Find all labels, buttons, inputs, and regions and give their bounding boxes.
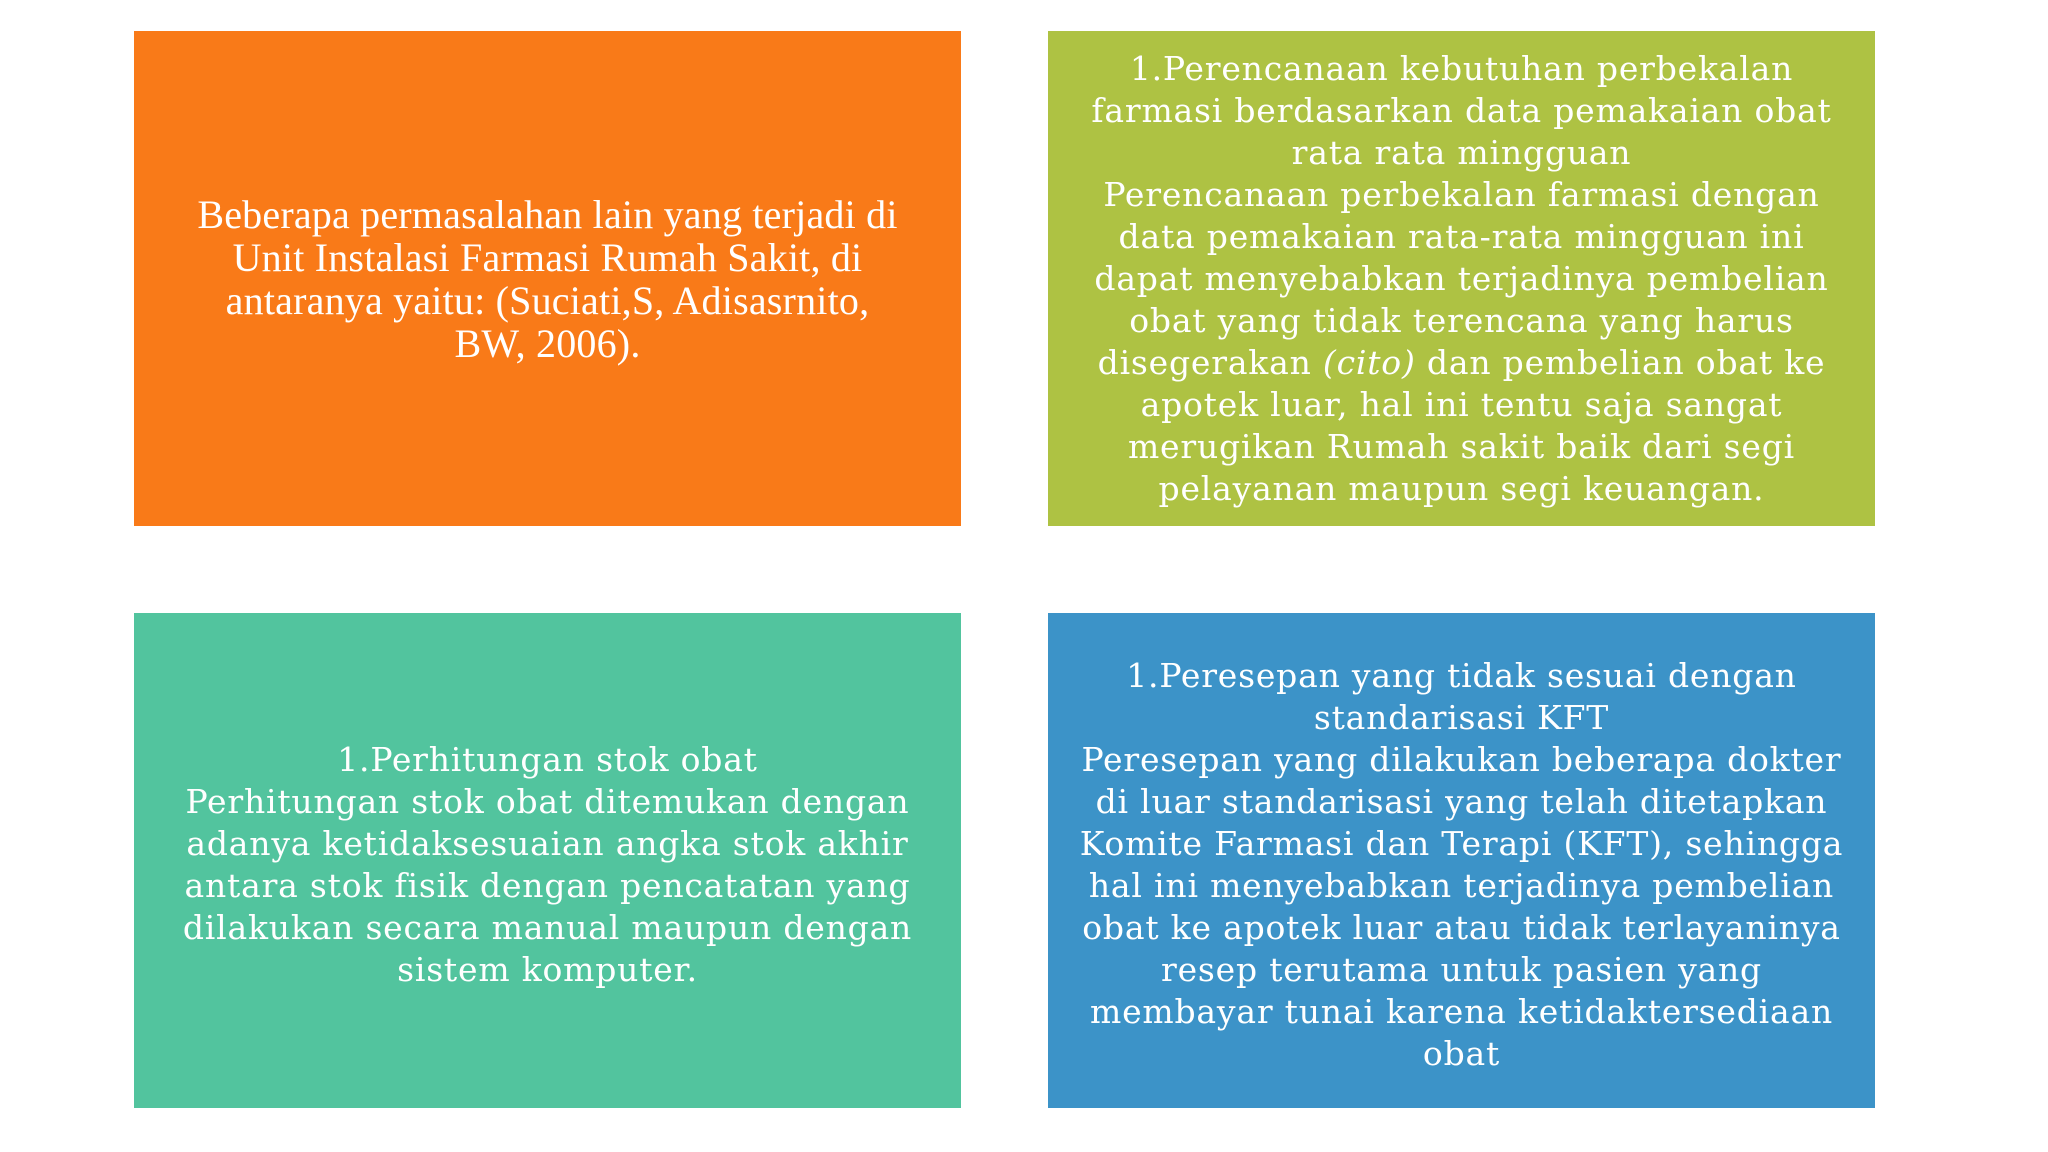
text-line: Perhitungan stok obat ditemukan dengan: [185, 781, 910, 821]
text-line: standarisasi KFT: [1313, 697, 1610, 737]
text-line: obat: [1422, 1033, 1501, 1073]
tile-intro: [134, 31, 961, 526]
cito-italic-text: (cito): [1322, 342, 1416, 382]
text-line: Peresepan yang dilakukan beberapa dokter: [1081, 739, 1842, 779]
text-line: 1.Perencanaan kebutuhan perbekalan: [1129, 48, 1794, 88]
text-line: antaranya yaitu: (Suciati,S, Adisasrnito,: [225, 277, 870, 323]
text-line: 1.Perhitungan stok obat: [337, 739, 758, 779]
text-line: obat ke apotek luar atau tidak terlayaninya: [1082, 907, 1841, 947]
text-line: hal ini menyebabkan terjadinya pembelian: [1088, 865, 1835, 905]
text-segment: disegerakan: [1097, 342, 1323, 382]
text-segment: dan pembelian obat ke: [1415, 342, 1826, 382]
tile-perhitungan-stok: [134, 613, 961, 1108]
text-line: Perencanaan perbekalan farmasi dengan: [1103, 174, 1820, 214]
text-line: obat yang tidak terencana yang harus: [1129, 300, 1794, 340]
tile-intro-text: [197, 193, 897, 365]
text-line: membayar tunai karena ketidaktersediaan: [1089, 991, 1834, 1031]
text-line: farmasi berdasarkan data pemakaian obat: [1091, 90, 1832, 130]
text-line: Komite Farmasi dan Terapi (KFT), sehingga: [1079, 823, 1844, 863]
text-line: dapat menyebabkan terjadinya pembelian: [1094, 258, 1829, 298]
text-line: dilakukan secara manual maupun dengan: [182, 907, 913, 947]
tile-perencanaan: [1048, 31, 1875, 526]
text-line: rata rata mingguan: [1291, 132, 1632, 172]
text-line: Unit Instalasi Farmasi Rumah Sakit, di: [232, 234, 863, 280]
text-line: Beberapa permasalahan lain yang terjadi di: [197, 191, 898, 237]
text-line: di luar standarisasi yang telah ditetapkan: [1095, 781, 1828, 821]
text-line: antara stok fisik dengan pencatatan yang: [184, 865, 911, 905]
text-line: resep terutama untuk pasien yang: [1161, 949, 1762, 989]
tile-peresepan: [1048, 613, 1875, 1108]
text-line: sistem komputer.: [397, 949, 698, 989]
text-line: pelayanan maupun segi keuangan.: [1158, 468, 1765, 508]
text-line: BW, 2006).: [454, 320, 641, 366]
tile-perencanaan-text: [1091, 48, 1831, 510]
text-line-mixed: [1091, 342, 1831, 384]
tile-perhitungan-stok-text: [183, 739, 912, 991]
text-line: apotek luar, hal ini tentu saja sangat: [1140, 384, 1783, 424]
text-line: adanya ketidaksesuaian angka stok akhir: [186, 823, 909, 863]
text-line: 1.Peresepan yang tidak sesuai dengan: [1126, 655, 1797, 695]
tile-peresepan-text: [1080, 655, 1844, 1075]
text-line: data pemakaian rata-rata mingguan ini: [1118, 216, 1805, 256]
text-line: merugikan Rumah sakit baik dari segi: [1127, 426, 1796, 466]
